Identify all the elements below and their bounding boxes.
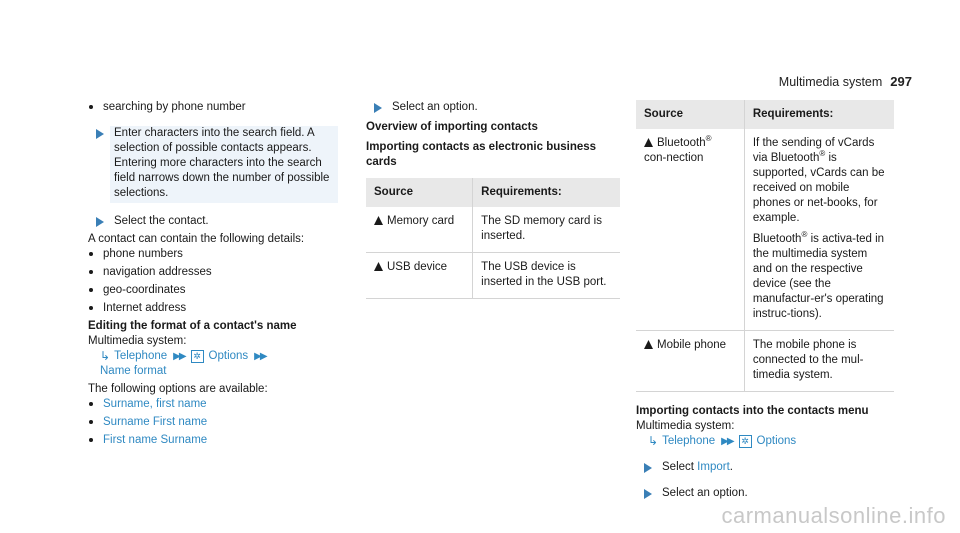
step-text [662, 460, 894, 475]
bluetooth-icon [644, 138, 653, 147]
multimedia-label: Multimedia system: [636, 420, 735, 432]
table-cell-source [636, 129, 744, 331]
table-cell-source [366, 253, 473, 299]
path-name-format-link[interactable]: Name format [100, 365, 167, 377]
req-text-cont: is supported, vCards can be received on mobile phones or net-books, for example. [752, 152, 885, 224]
table-row [636, 331, 894, 392]
import-heading: Importing contacts into the contacts menu [636, 405, 869, 417]
registered-mark: ® [705, 134, 712, 144]
detail-item: navigation addresses [88, 265, 338, 280]
sd-card-icon [374, 216, 383, 225]
format-heading: Editing the format of a contact's name [88, 320, 297, 332]
path-start-icon: ↳ [648, 434, 659, 448]
mobile-phone-icon [644, 340, 653, 349]
table-cell-source [636, 331, 744, 392]
step-arrow-icon [374, 103, 382, 113]
menu-path [648, 434, 894, 449]
table-header-requirements: Requirements: [744, 100, 894, 129]
path-telephone-link[interactable]: Telephone [662, 435, 716, 447]
table-cell-source [366, 207, 473, 253]
usb-icon [374, 262, 383, 271]
req-text: If the sending of vCards via Bluetooth [752, 137, 875, 164]
source-label: Bluetooth [657, 137, 706, 149]
details-intro: A contact can contain the following details: [88, 233, 305, 245]
path-start-icon: ↳ [100, 349, 111, 363]
step-text-pre: Select [662, 461, 698, 473]
path-options-link[interactable]: Options [208, 350, 249, 362]
table-cell-requirement: The SD memory card is inserted. [473, 207, 620, 253]
table-row [636, 129, 894, 331]
step-arrow-icon [644, 489, 652, 499]
options-intro: The following options are available: [88, 383, 268, 395]
step-arrow-icon [96, 217, 104, 227]
path-telephone-link[interactable]: Telephone [114, 350, 168, 362]
column-1 [88, 100, 338, 451]
step-text: Select the contact. [114, 215, 209, 227]
cards-heading: Importing contacts as electronic business cards [366, 141, 597, 168]
column-3 [636, 100, 894, 501]
detail-item: Internet address [88, 301, 338, 316]
overview-heading: Overview of importing contacts [366, 121, 538, 133]
multimedia-label: Multimedia system: [88, 335, 187, 347]
table-cell-requirement [744, 129, 894, 331]
source-label: Mobile phone [657, 339, 727, 351]
import-cards-table [366, 178, 620, 299]
import-sources-table [636, 100, 894, 392]
bullet-search-phone: searching by phone number [88, 100, 338, 115]
path-options-link[interactable]: Options [756, 435, 797, 447]
path-chevron-icon: ▶▶ [254, 351, 266, 362]
step-text: Select an option. [392, 101, 478, 113]
watermark: carmanualsonline.info [721, 503, 946, 528]
page-number: 297 [890, 74, 912, 89]
step-enter-characters [88, 126, 338, 203]
step-select-import [636, 460, 894, 475]
page-header [779, 74, 912, 90]
step-arrow-icon [644, 463, 652, 473]
step-select-option [636, 486, 894, 501]
table-cell-requirement: The mobile phone is connected to the mul-timedia system. [744, 331, 894, 392]
column-2 [366, 100, 620, 299]
step-arrow-icon [96, 129, 104, 139]
step-select-contact [88, 214, 338, 229]
source-label: Memory card [387, 215, 455, 227]
table-cell-requirement: The USB device is inserted in the USB port. [473, 253, 620, 299]
import-link[interactable]: Import [697, 461, 730, 473]
header-title: Multimedia system [778, 75, 883, 89]
registered-mark: ® [819, 149, 826, 159]
req-text-cont: is activa-ted in the multimedia system and on the respective device (see the manufactur-er's operating instruc-tions). [752, 233, 885, 320]
source-label-cont: con-nection [644, 152, 704, 164]
detail-item: geo-coordinates [88, 283, 338, 298]
path-chevron-icon: ▶▶ [173, 351, 185, 362]
menu-path [100, 349, 338, 379]
table-header-source: Source [636, 100, 744, 129]
table-header-row [366, 178, 620, 207]
table-row [366, 253, 620, 299]
req-text: Bluetooth [752, 233, 802, 245]
table-header-requirements: Requirements: [473, 178, 620, 207]
step-text-post: . [729, 461, 733, 473]
table-header-row [636, 100, 894, 129]
options-gear-icon: ✲ [191, 350, 204, 363]
table-row [366, 207, 620, 253]
option-surname-firstname[interactable]: Surname First name [88, 415, 338, 430]
source-label: USB device [387, 261, 448, 273]
options-gear-icon: ✲ [739, 435, 752, 448]
option-surname-first[interactable]: Surname, first name [88, 397, 338, 412]
path-chevron-icon: ▶▶ [721, 436, 733, 447]
step-select-option [366, 100, 620, 115]
option-firstname-surname[interactable]: First name Surname [88, 433, 338, 448]
detail-item: phone numbers [88, 247, 338, 262]
step-text: Enter characters into the search field. A selection of possible contacts appears. Entering more characters into the search field narrows down the number of possible selections. [110, 126, 338, 203]
table-header-source: Source [366, 178, 473, 207]
registered-mark: ® [801, 230, 808, 240]
step-text: Select an option. [662, 487, 748, 499]
